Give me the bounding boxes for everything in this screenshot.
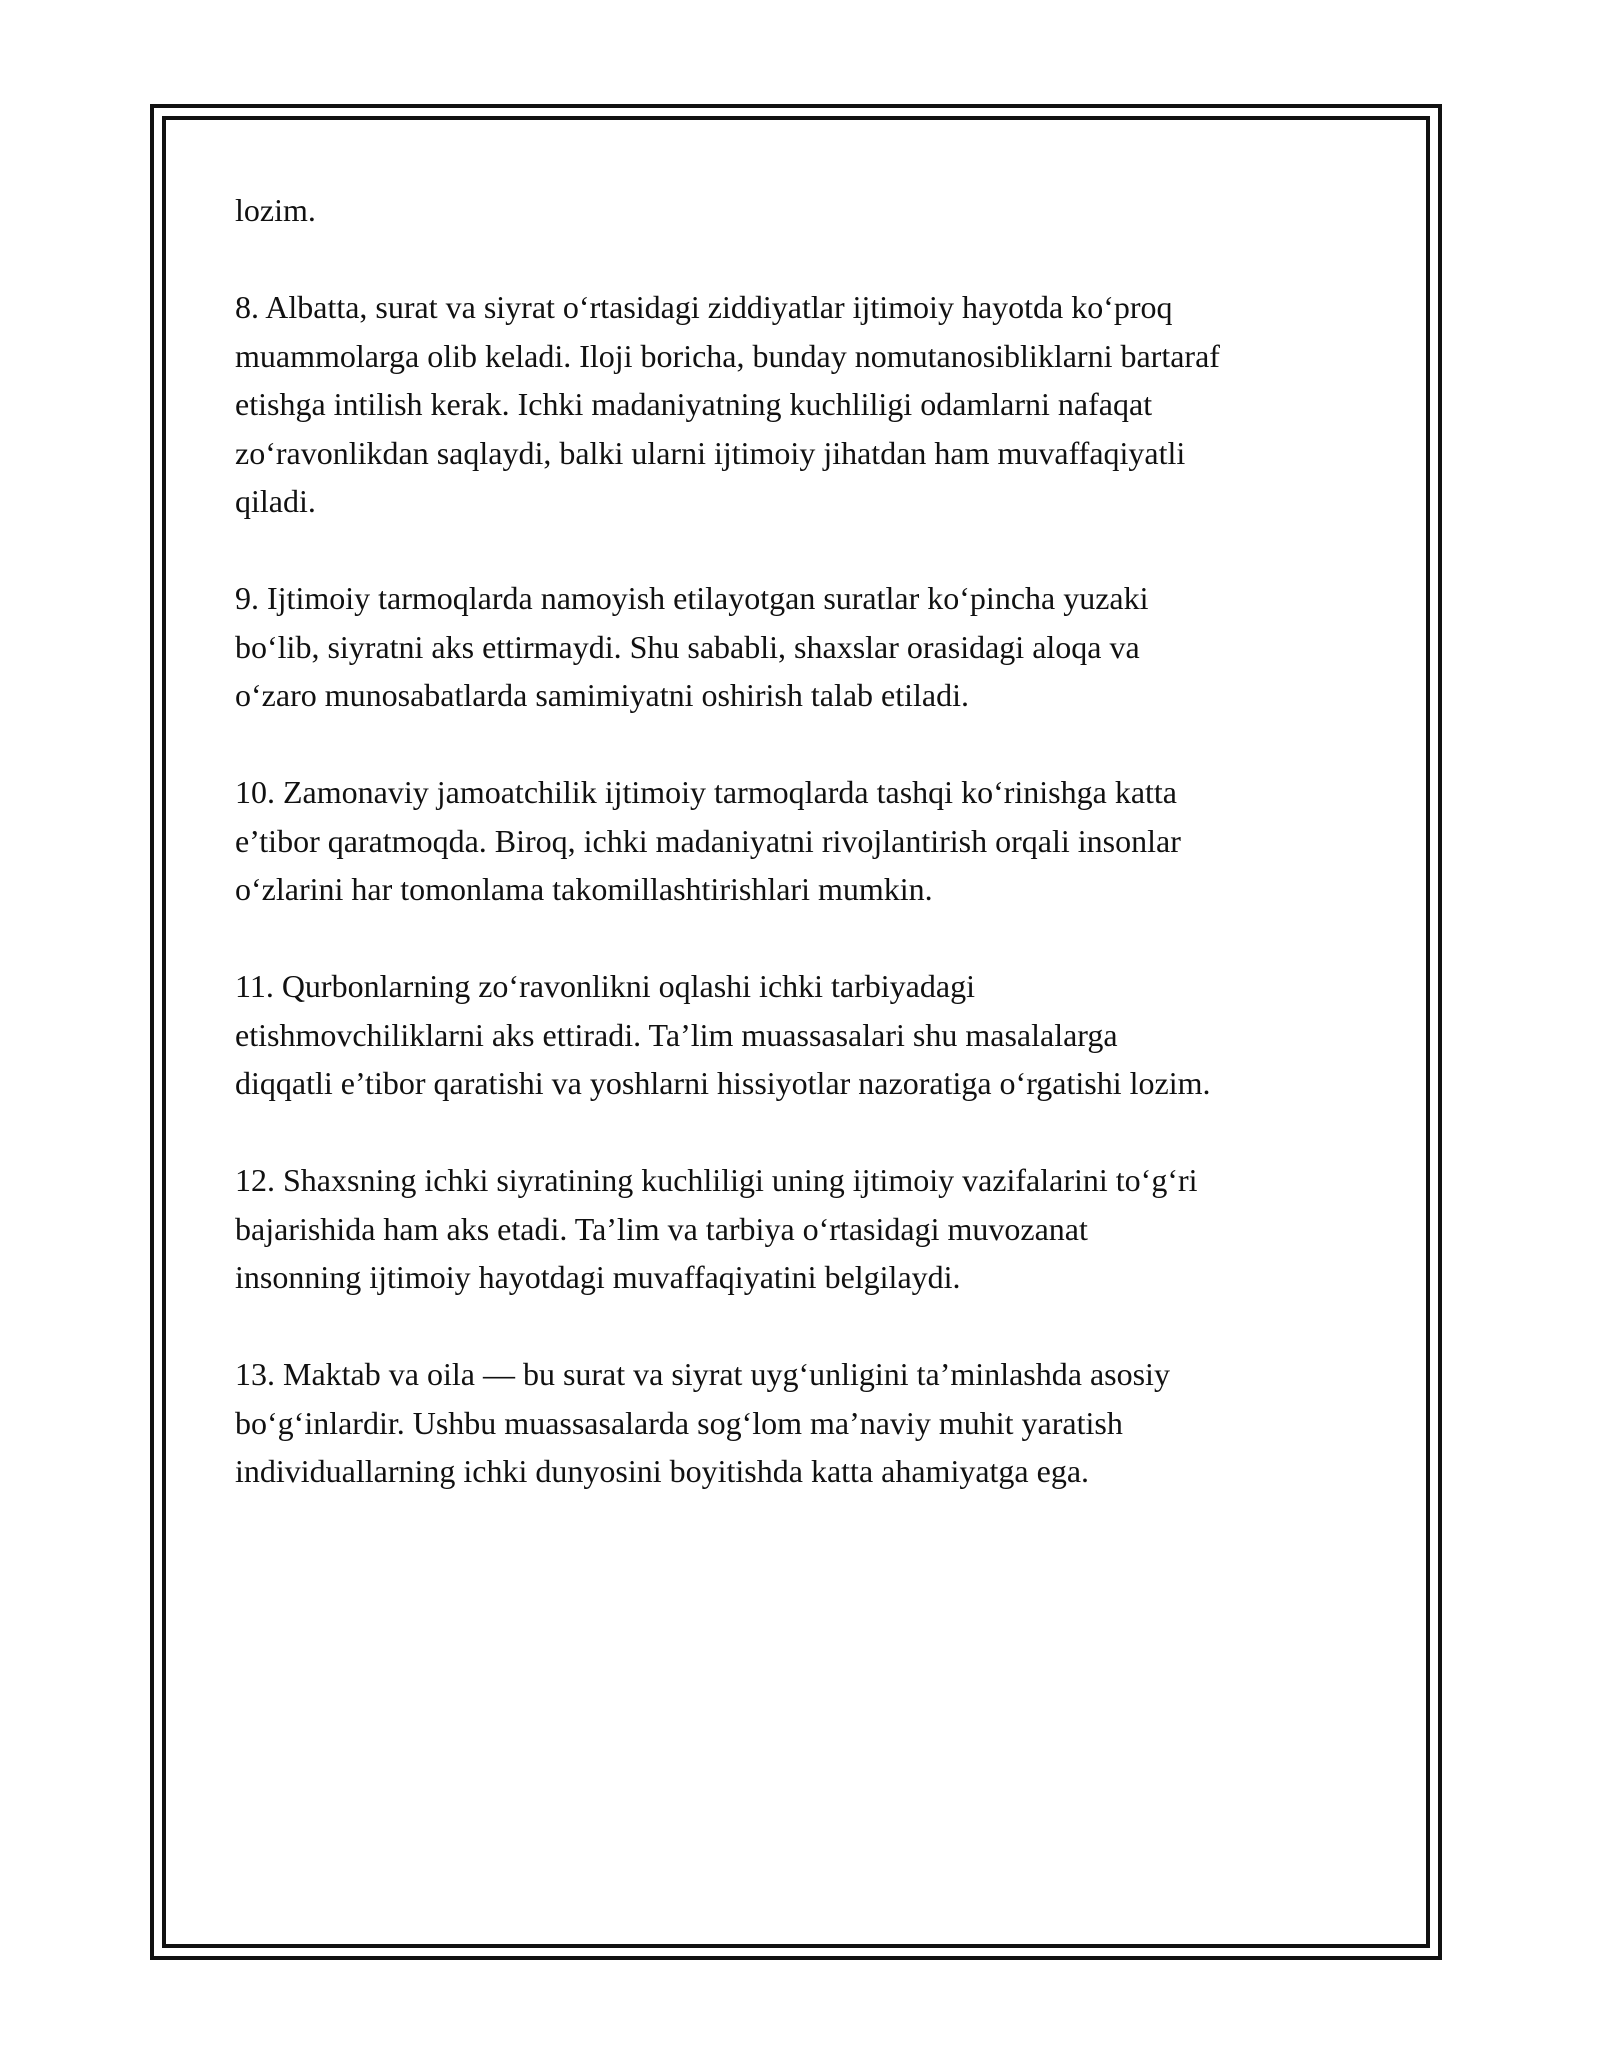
paragraph-9: 9. Ijtimoiy tarmoqlarda namoyish etilayotgan suratlar ko‘pincha yuzaki bo‘lib, siyratni aks ettirmaydi. Shu sababli, shaxslar orasidagi aloqa va o‘zaro munosabatlarda samimiyatni oshirish talab etiladi. — [235, 580, 1149, 713]
paragraph-continuation: lozim. — [235, 192, 316, 228]
paragraph-12: 12. Shaxsning ichki siyratining kuchliligi uning ijtimoiy vazifalarini to‘g‘ri bajarishida ham aks etadi. Ta’lim va tarbiya o‘rtasidagi muvozanat insonning ijtimoiy hayotdagi muvaffaqiyatini belgilaydi. — [235, 1162, 1198, 1295]
document-body — [235, 186, 1370, 1544]
paragraph-10: 10. Zamonaviy jamoatchilik ijtimoiy tarmoqlarda tashqi ko‘rinishga katta e’tibor qaratmoqda. Biroq, ichki madaniyatni rivojlantirish orqali insonlar o‘zlarini har tomonlama takomillashtirishlari mumkin. — [235, 774, 1181, 907]
paragraph-11: 11. Qurbonlarning zo‘ravonlikni oqlashi ichki tarbiyadagi etishmovchiliklarni aks ettiradi. Ta’lim muassasalari shu masalalarga diqqatli e’tibor qaratishi va yoshlarni hissiyotlar nazoratiga o‘rgatishi lozim. — [235, 968, 1211, 1101]
paragraph-13: 13. Maktab va oila — bu surat va siyrat uyg‘unligini ta’minlashda asosiy bo‘g‘inlardir. Ushbu muassasalarda sog‘lom ma’naviy muhit yaratish individuallarning ichki dunyosini boyitishda katta ahamiyatga ega. — [235, 1356, 1170, 1489]
paragraph-8: 8. Albatta, surat va siyrat o‘rtasidagi ziddiyatlar ijtimoiy hayotda ko‘proq muammolarga olib keladi. Iloji boricha, bunday nomutanosibliklarni bartaraf etishga intilish kerak. Ichki madaniyatning kuchliligi odamlarni nafaqat zo‘ravonlikdan saqlaydi, balki ularni ijtimoiy jihatdan ham muvaffaqiyatli qiladi. — [235, 289, 1220, 519]
